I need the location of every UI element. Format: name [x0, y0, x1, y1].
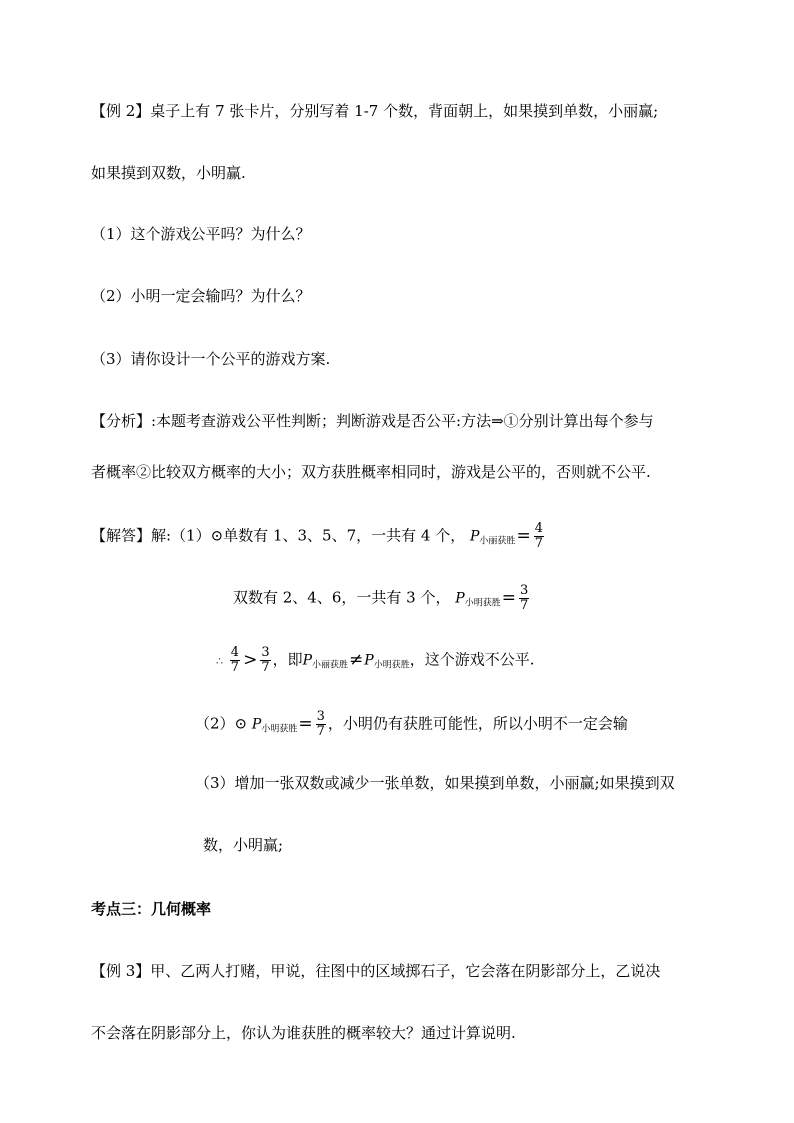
answer-1-text: 单数有 1、3、5、7，一共有 4 个，: [223, 526, 466, 545]
answer-2-line: [195, 710, 628, 740]
probability-subscript-xiaoming: 小明获胜: [261, 724, 298, 735]
equals-sign: =: [501, 587, 516, 608]
example-3-line-2: 不会落在阴影部分上，你认为谁获胜的概率较大？通过计算说明.: [91, 1024, 516, 1042]
probability-symbol: P: [470, 528, 480, 545]
because-symbol: ⊙: [234, 714, 248, 733]
probability-subscript-xiaoming: 小明获胜: [373, 660, 410, 671]
answer-1b-text: 双数有 2、4、6，一共有 3 个，: [233, 588, 451, 607]
answer-1c-end: ，这个游戏不公平.: [409, 650, 535, 669]
probability-subscript-xiaoli: 小丽获胜: [479, 536, 516, 547]
because-symbol: ⊙: [210, 526, 224, 545]
answer-1c-mid: ，即: [272, 650, 303, 669]
example-2-question-3: （3）请你设计一个公平的游戏方案.: [91, 350, 331, 368]
fraction-4-7: $\frac{4}{7}$: [230, 645, 240, 675]
example-3-line-1: 【例 3】甲、乙两人打赌，甲说，往图中的区域掷石子，它会落在阴影部分上，乙说决: [91, 962, 661, 980]
not-equal-sign: ≠: [349, 649, 364, 670]
example-2-question-2: （2）小明一定会输吗？为什么？: [91, 287, 311, 305]
probability-symbol: P: [302, 652, 313, 669]
probability-symbol: P: [251, 716, 262, 733]
section-heading: 考点三：几何概率: [91, 900, 212, 918]
analysis-line-2: 者概率②比较双方概率的大小；双方获胜概率相同时，游戏是公平的，否则就不公平.: [91, 463, 651, 481]
fraction-3-7: $\frac{3}{7}$: [261, 645, 270, 675]
probability-subscript-xiaoming: 小明获胜: [464, 598, 501, 609]
answer-3-line-1: （3）增加一张双数或减少一张单数，如果摸到单数，小丽赢;如果摸到双: [195, 774, 675, 792]
answer-2-prefix: （2）: [195, 714, 235, 733]
answer-1-line-2: [233, 584, 531, 614]
example-2-question-1: （1）这个游戏公平吗？为什么？: [91, 225, 311, 243]
therefore-symbol: ∴: [216, 654, 223, 668]
equals-sign: =: [298, 713, 313, 734]
probability-symbol: P: [455, 590, 465, 607]
answer-prefix: 【解答】解:（1）: [91, 526, 211, 545]
answer-1-line-3: [216, 646, 535, 676]
answer-3-line-2: 数，小明赢;: [203, 836, 284, 854]
equals-sign: =: [516, 525, 531, 546]
example-2-line-1: 【例 2】桌子上有 7 张卡片，分别写着 1-7 个数，背面朝上，如果摸到单数，小丽赢;: [91, 102, 659, 120]
answer-1-line-1: [91, 522, 546, 552]
fraction-3-7: $\frac{3}{7}$: [316, 709, 325, 739]
example-2-line-2: 如果摸到双数，小明赢.: [91, 164, 246, 182]
answer-2-end: ，小明仍有获胜可能性，所以小明不一定会输: [327, 714, 628, 733]
probability-subscript-xiaoli: 小丽获胜: [312, 660, 349, 671]
probability-symbol: P: [364, 652, 374, 669]
fraction-4-7: $\frac{4}{7}$: [534, 521, 543, 551]
analysis-line-1: 【分析】:本题考查游戏公平性判断；判断游戏是否公平:方法⇒①分别计算出每个参与: [91, 412, 654, 430]
fraction-3-7: $\frac{3}{7}$: [519, 583, 529, 613]
greater-than-sign: >: [243, 649, 258, 670]
